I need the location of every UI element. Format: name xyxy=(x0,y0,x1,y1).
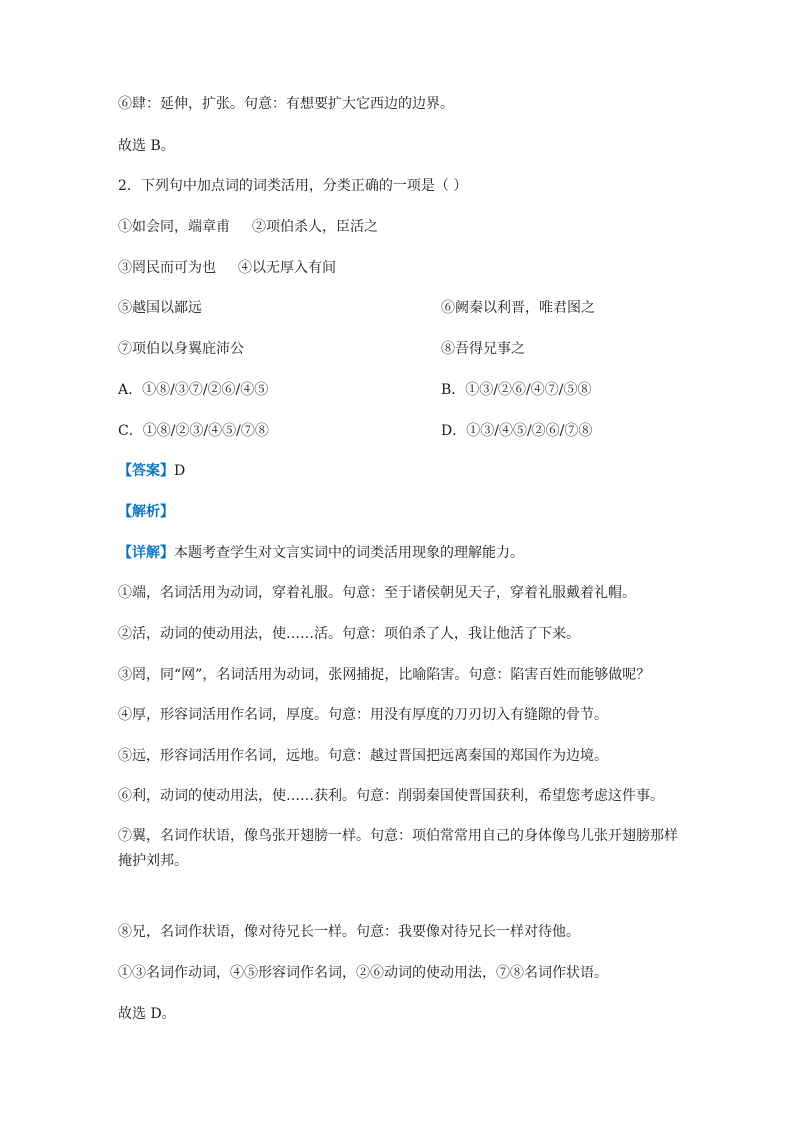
detail-label: 【详解】 xyxy=(118,545,174,561)
detail-line xyxy=(118,543,524,563)
explanation-4: ④厚，形容词活用作名词，厚度。句意：用没有厚度的刀刃切入有缝隙的骨节。 xyxy=(118,707,608,723)
sentence-row-2 xyxy=(118,258,336,278)
final-answer: 故选 D。 xyxy=(118,1006,176,1022)
sentence-5: ⑤越国以鄙远 xyxy=(118,300,202,316)
answer-value: D xyxy=(174,463,186,479)
sentence-2: ②项伯杀人，臣活之 xyxy=(252,219,378,235)
explanation-8: ⑧兄，名词作状语，像对待兄长一样。句意：我要像对待兄长一样对待他。 xyxy=(118,924,580,940)
sentence-4: ④以无厚入有间 xyxy=(238,260,336,276)
summary-line: ①③名词作动词，④⑤形容词作名词，②⑥动词的使动用法，⑦⑧名词作状语。 xyxy=(118,965,608,981)
question-2-stem: 2．下列句中加点词的词类活用，分类正确的一项是（ ） xyxy=(118,178,468,194)
explanation-6: ⑥利，动词的使动用法，使……获利。句意：削弱秦国使晋国获利，希望您考虑这件事。 xyxy=(118,788,664,804)
sentence-row-1 xyxy=(118,217,378,237)
option-c: C．①⑧/②③/④⑤/⑦⑧ xyxy=(118,423,269,439)
answer-line xyxy=(118,461,185,481)
sentence-1: ①如会同，端章甫 xyxy=(118,219,230,235)
sentence-3: ③罔民而可为也 xyxy=(118,260,216,276)
answer-label: 【答案】 xyxy=(118,463,174,479)
explanation-2: ②活，动词的使动用法，使……活。句意：项伯杀了人，我让他活了下来。 xyxy=(118,626,580,642)
option-d: D．①③/④⑤/②⑥/⑦⑧ xyxy=(441,423,593,439)
sentence-8: ⑧吾得兄事之 xyxy=(441,341,525,357)
explanation-1: ①端，名词活用为动词，穿着礼服。句意：至于诸侯朝见天子，穿着礼服戴着礼帽。 xyxy=(118,585,636,601)
analysis-label: 【解析】 xyxy=(118,504,174,520)
answer-choice-line: 故选 B。 xyxy=(118,138,175,154)
explanation-5: ⑤远，形容词活用作名词，远地。句意：越过晋国把远离秦国的郑国作为边境。 xyxy=(118,748,608,764)
option-b: B．①③/②⑥/④⑦/⑤⑧ xyxy=(441,382,592,398)
sentence-6: ⑥阙秦以利晋，唯君图之 xyxy=(441,300,595,316)
detail-text: 本题考查学生对文言实词中的词类活用现象的理解能力。 xyxy=(174,545,524,561)
explanation-line-6: ⑥肆：延伸，扩张。句意：有想要扩大它西边的边界。 xyxy=(118,96,454,112)
option-a: A．①⑧/③⑦/②⑥/④⑤ xyxy=(118,382,269,398)
sentence-7: ⑦项伯以身翼庇沛公 xyxy=(118,341,244,357)
explanation-3: ③罔，同“网”，名词活用为动词，张网捕捉，比喻陷害。句意：陷害百姓而能够做呢？ xyxy=(118,667,651,683)
explanation-7: ⑦翼，名词作状语，像鸟张开翅膀一样。句意：项伯常常用自己的身体像鸟儿张开翅膀那样掩护刘邦。 xyxy=(118,828,678,869)
